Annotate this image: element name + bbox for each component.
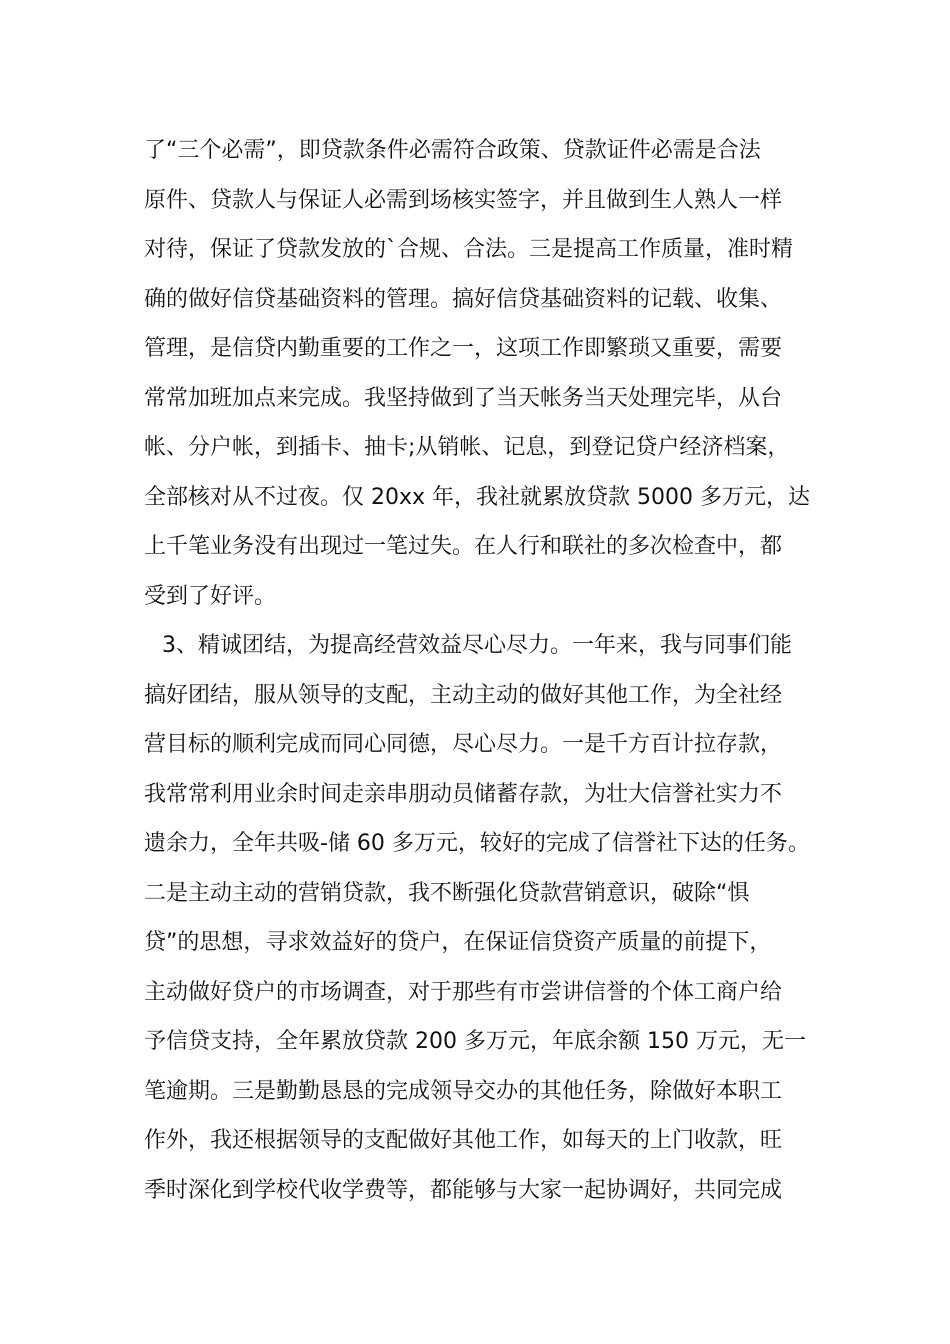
text-line: 全部核对从不过夜。仅 20xx 年，我社就累放贷款 5000 多万元，达 — [144, 484, 810, 510]
text-line: 原件、贷款人与保证人必需到场核实签字，并且做到生人熟人一样 — [144, 187, 783, 213]
text-line: 3、精诚团结，为提高经营效益尽心尽力。一年来，我与同事们能 — [162, 633, 792, 658]
text-line: 受到了好评。 — [144, 583, 277, 609]
text-line: 对待，保证了贷款发放的`合规、合法。三是提高工作质量，准时精 — [144, 237, 794, 262]
text-line: 营目标的顺利完成而同心同德，尽心尽力。一是千方百计拉存款， — [144, 732, 783, 757]
text-line: 季时深化到学校代收学费等，都能够与大家一起协调好，共同完成 — [144, 1177, 783, 1203]
text-line: 贷”的思想，寻求效益好的贷户，在保证信贷资产质量的前提下， — [144, 930, 772, 955]
text-line: 帐、分户帐，到插卡、抽卡;从销帐、记息，到登记贷户经济档案， — [144, 435, 790, 460]
text-line: 搞好团结，服从领导的支配，主动主动的做好其他工作，为全社经 — [144, 682, 783, 708]
text-line: 遗余力，全年共吸-储 60 多万元，较好的完成了信誉社下达的任务。 — [144, 831, 810, 856]
text-line: 我常常利用业余时间走亲串朋动员储蓄存款，为壮大信誉社实力不 — [144, 781, 783, 807]
text-line: 作外，我还根据领导的支配做好其他工作，如每天的上门收款，旺 — [144, 1128, 783, 1153]
text-line: 确的做好信贷基础资料的管理。搞好信贷基础资料的记载、收集、 — [144, 286, 783, 312]
text-line: 主动做好贷户的市场调查，对于那些有市尝讲信誉的个体工商户给 — [144, 979, 783, 1005]
text-line: 笔逾期。三是勤勤恳恳的完成领导交办的其他任务，除做好本职工 — [144, 1078, 783, 1104]
text-line: 管理，是信贷内勤重要的工作之一，这项工作即繁琐又重要，需要 — [144, 336, 783, 361]
text-line: 上千笔业务没有出现过一笔过失。在人行和联社的多次检查中，都 — [144, 534, 783, 559]
text-line: 予信贷支持，全年累放贷款 200 多万元，年底余额 150 万元，无一 — [144, 1029, 806, 1054]
text-line: 了“三个必需”，即贷款条件必需符合政策、贷款证件必需是合法 — [144, 138, 761, 163]
text-line: 常常加班加点来完成。我坚持做到了当天帐务当天处理完毕，从台 — [144, 385, 783, 411]
body-text — [144, 126, 824, 1215]
text-line: 二是主动主动的营销贷款，我不断强化贷款营销意识，破除“惧 — [144, 880, 750, 906]
